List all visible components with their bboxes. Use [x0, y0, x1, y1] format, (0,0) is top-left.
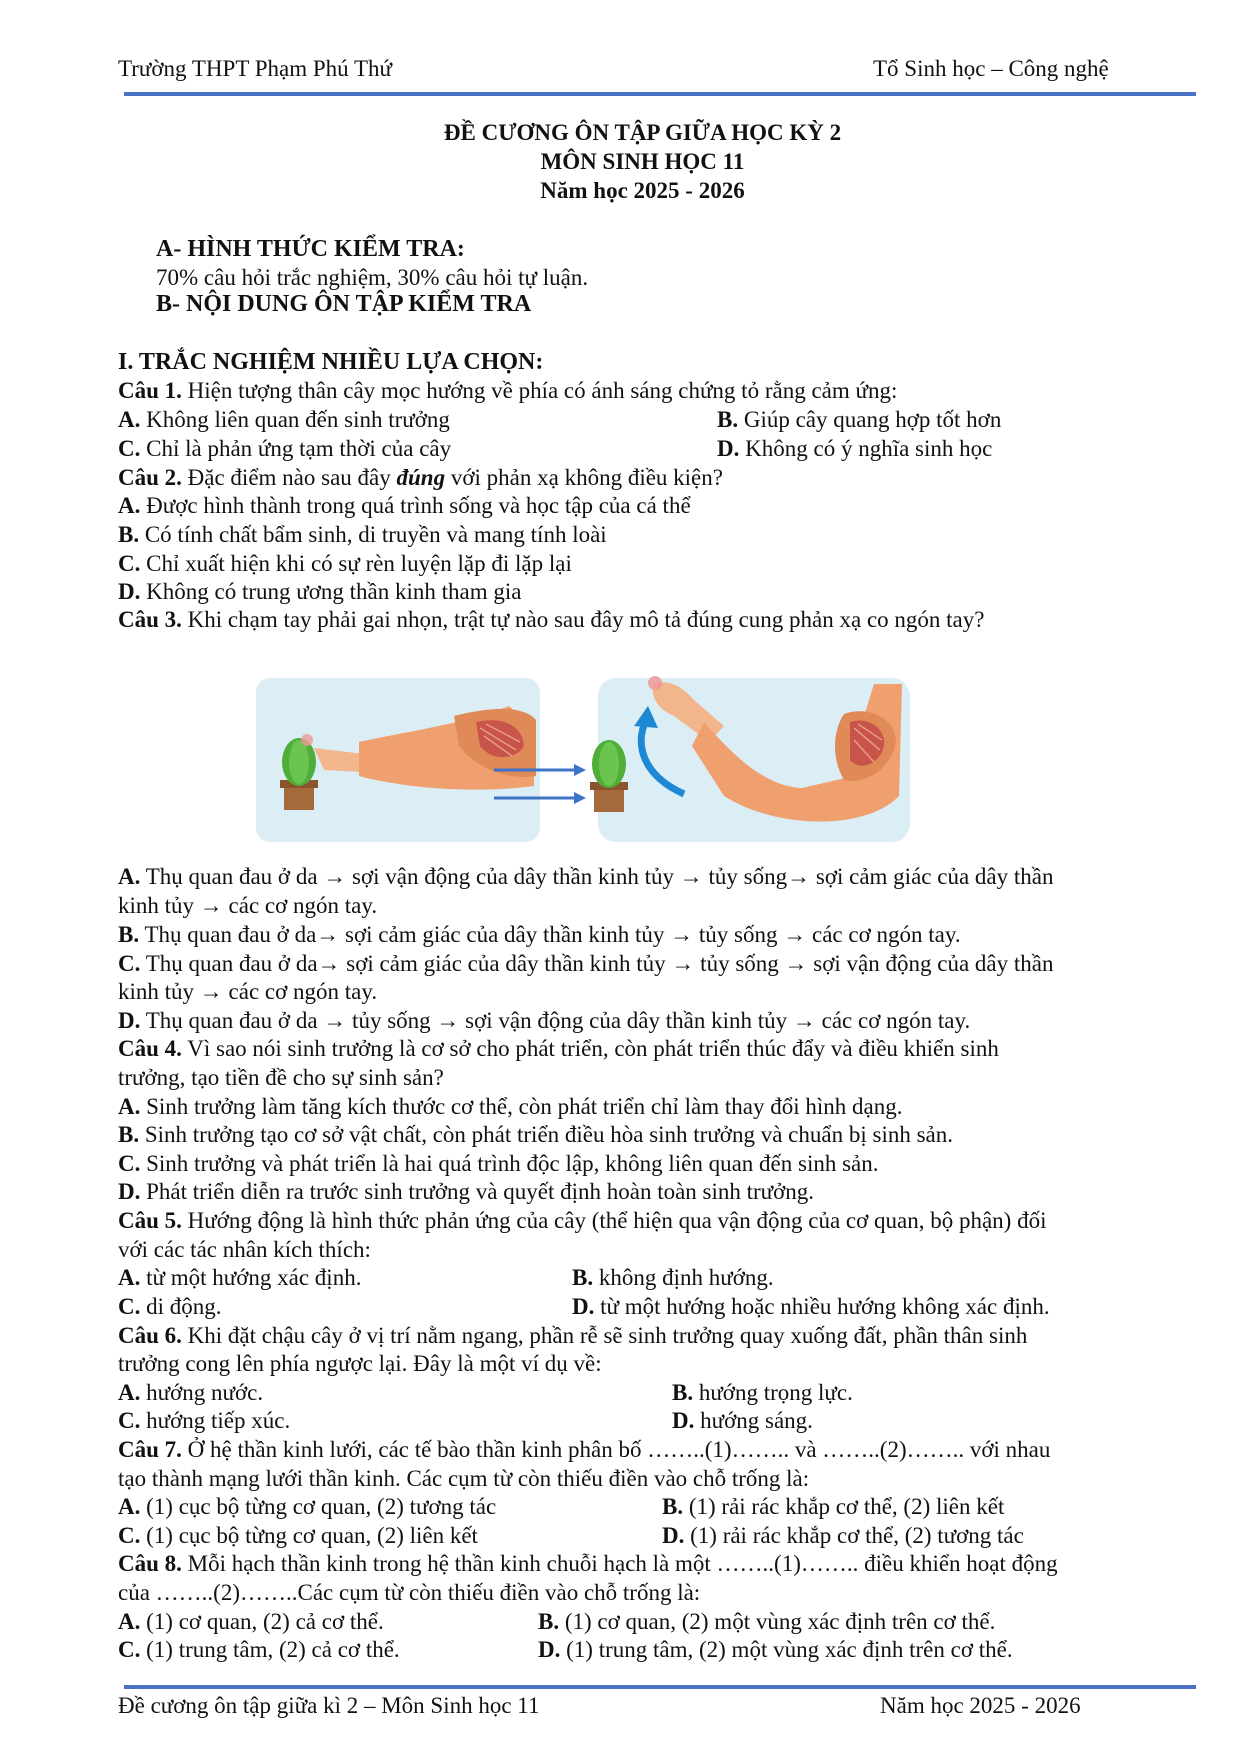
- option-text: Sinh trưởng làm tăng kích thước cơ thể, còn phát triển chỉ làm thay đổi hình dạng.: [146, 1094, 903, 1119]
- option-letter: B.: [538, 1609, 560, 1634]
- question-4: [118, 1035, 999, 1063]
- q5-option-c: [118, 1293, 222, 1321]
- q5-option-d: [572, 1293, 1050, 1321]
- option-letter: D.: [717, 436, 740, 461]
- q1-option-c: [118, 435, 451, 463]
- option-letter: A.: [118, 407, 141, 432]
- option-text: Sinh trưởng tạo cơ sở vật chất, còn phát triển điều hòa sinh trưởng và chuẩn bị sinh sản.: [144, 1122, 953, 1147]
- question-label: Câu 8.: [118, 1551, 182, 1576]
- option-text: Được hình thành trong quá trình sống và học tập của cá thể: [146, 493, 691, 518]
- q1-option-b: [717, 406, 1001, 434]
- q3-option-b: [118, 921, 961, 949]
- option-text: hướng nước.: [146, 1380, 264, 1405]
- header-department: Tổ Sinh học – Công nghệ: [873, 56, 1109, 81]
- option-text: hướng tiếp xúc.: [146, 1408, 291, 1433]
- q3-option-a-cont: kinh tủy → các cơ ngón tay.: [118, 893, 378, 918]
- q8-option-c: [118, 1636, 400, 1664]
- question-7: [118, 1436, 1050, 1464]
- option-letter: A.: [118, 1609, 141, 1634]
- question-2: [118, 464, 723, 492]
- question-text: Mỗi hạch thần kinh trong hệ thần kinh chuỗi hạch là một ……..(1)…….. điều khiển hoạt động: [181, 1551, 1058, 1576]
- option-letter: D.: [672, 1408, 695, 1433]
- option-letter: D.: [118, 1008, 141, 1033]
- q6-option-b: [672, 1379, 853, 1407]
- option-text: Không có ý nghĩa sinh học: [745, 436, 993, 461]
- option-text: hướng trọng lực.: [698, 1380, 853, 1405]
- option-text: Thụ quan đau ở da→ sợi cảm giác của dây thần kinh tủy → tủy sống → các cơ ngón tay.: [144, 922, 961, 947]
- question-label: Câu 5.: [118, 1208, 182, 1233]
- question-5-cont: với các tác nhân kích thích:: [118, 1237, 371, 1262]
- question-8: [118, 1550, 1058, 1578]
- option-text: (1) cơ quan, (2) một vùng xác định trên cơ thể.: [564, 1609, 996, 1634]
- option-text: Thụ quan đau ở da → sợi vận động của dây thần kinh tủy → tủy sống→ sợi cảm giác của dây thần: [145, 864, 1054, 889]
- option-letter: D.: [538, 1637, 561, 1662]
- q2-option-c: [118, 550, 572, 578]
- option-text: Thụ quan đau ở da → tủy sống → sợi vận động của dây thần kinh tủy → các cơ ngón tay.: [145, 1008, 971, 1033]
- option-letter: A.: [118, 1380, 141, 1405]
- q6-option-c: [118, 1407, 290, 1435]
- option-text: Sinh trưởng và phát triển là hai quá trình độc lập, không liên quan đến sinh sản.: [146, 1151, 879, 1176]
- section-a-text: 70% câu hỏi trắc nghiệm, 30% câu hỏi tự luận.: [156, 265, 589, 290]
- option-letter: C.: [118, 951, 141, 976]
- footer-right: Năm học 2025 - 2026: [880, 1693, 1081, 1718]
- q3-option-a: [118, 863, 1053, 891]
- option-text: (1) cục bộ từng cơ quan, (2) liên kết: [146, 1523, 478, 1548]
- option-letter: A.: [118, 1265, 141, 1290]
- q3-option-d: [118, 1007, 970, 1035]
- option-letter: B.: [572, 1265, 594, 1290]
- question-7-cont: tạo thành mạng lưới thần kinh. Các cụm từ còn thiếu điền vào chỗ trống là:: [118, 1466, 810, 1491]
- option-letter: D.: [118, 1179, 141, 1204]
- title-line-1: ĐỀ CƯƠNG ÔN TẬP GIỮA HỌC KỲ 2: [443, 120, 842, 145]
- q4-option-b: [118, 1121, 953, 1149]
- question-8-cont: của ……..(2)……..Các cụm từ còn thiếu điền vào chỗ trống là:: [118, 1580, 701, 1605]
- option-text: Giúp cây quang hợp tốt hơn: [743, 407, 1002, 432]
- option-letter: A.: [118, 493, 141, 518]
- q2-option-a: [118, 492, 691, 520]
- question-6: [118, 1322, 1027, 1350]
- option-letter: C.: [118, 1637, 141, 1662]
- question-text: Đặc điểm nào sau đây: [181, 465, 397, 490]
- question-text: Hướng động là hình thức phản ứng của cây (thể hiện qua vận động của cơ quan, bộ phận) đối: [181, 1208, 1047, 1233]
- footer-left: Đề cương ôn tập giữa kì 2 – Môn Sinh học 11: [118, 1693, 540, 1718]
- option-letter: B.: [118, 1122, 140, 1147]
- option-letter: B.: [118, 522, 140, 547]
- option-text: từ một hướng xác định.: [146, 1265, 362, 1290]
- reflex-illustration: [254, 676, 914, 844]
- q5-option-a: [118, 1264, 361, 1292]
- option-letter: C.: [118, 1408, 141, 1433]
- q7-option-a: [118, 1493, 496, 1521]
- option-letter: B.: [118, 922, 140, 947]
- option-text: Chỉ là phản ứng tạm thời của cây: [146, 436, 452, 461]
- option-text: không định hướng.: [598, 1265, 774, 1290]
- option-letter: A.: [118, 1494, 141, 1519]
- option-text: (1) trung tâm, (2) một vùng xác định trên cơ thể.: [566, 1637, 1013, 1662]
- question-text: Hiện tượng thân cây mọc hướng về phía có ánh sáng chứng tỏ rằng cảm ứng:: [181, 378, 898, 403]
- document-title: [0, 118, 1241, 205]
- question-label: Câu 7.: [118, 1437, 182, 1462]
- question-label: Câu 2.: [118, 465, 182, 490]
- q6-option-d: [672, 1407, 813, 1435]
- question-text: với phản xạ không điều kiện?: [445, 465, 723, 490]
- option-text: (1) trung tâm, (2) cả cơ thể.: [146, 1637, 400, 1662]
- title-line-2: MÔN SINH HỌC 11: [540, 149, 745, 174]
- question-label: Câu 1.: [118, 378, 182, 403]
- reflex-arc-figure: [254, 676, 914, 844]
- option-text: Phát triển diễn ra trước sinh trưởng và quyết định hoàn toàn sinh trưởng.: [146, 1179, 815, 1204]
- option-text: Thụ quan đau ở da→ sợi cảm giác của dây thần kinh tủy → tủy sống → sợi vận động của dây thần: [145, 951, 1054, 976]
- q4-option-a: [118, 1093, 903, 1121]
- q2-option-d: [118, 578, 521, 606]
- question-label: Câu 3.: [118, 607, 182, 632]
- question-5: [118, 1207, 1046, 1235]
- header-rule: [124, 92, 1196, 96]
- question-4-cont: trưởng, tạo tiền đề cho sự sinh sản?: [118, 1065, 444, 1090]
- option-text: (1) cục bộ từng cơ quan, (2) tương tác: [146, 1494, 497, 1519]
- question-text: Vì sao nói sinh trưởng là cơ sở cho phát triển, còn phát triển thúc đẩy và điều khiển sinh: [181, 1036, 999, 1061]
- option-text: (1) rải rác khắp cơ thể, (2) liên kết: [688, 1494, 1005, 1519]
- option-text: (1) cơ quan, (2) cả cơ thể.: [146, 1609, 384, 1634]
- option-text: Không có trung ương thần kinh tham gia: [146, 579, 522, 604]
- option-letter: D.: [572, 1294, 595, 1319]
- q6-option-a: [118, 1379, 263, 1407]
- option-text: từ một hướng hoặc nhiều hướng không xác định.: [600, 1294, 1050, 1319]
- question-text: Khi đặt chậu cây ở vị trí nằm ngang, phần rễ sẽ sinh trưởng quay xuống đất, phần thân sinh: [181, 1323, 1028, 1348]
- option-letter: B.: [662, 1494, 684, 1519]
- footer-rule: [124, 1685, 1196, 1689]
- question-text: Khi chạm tay phải gai nhọn, trật tự nào sau đây mô tả đúng cung phản xạ co ngón tay?: [181, 607, 985, 632]
- question-6-cont: trưởng cong lên phía ngược lại. Đây là một ví dụ về:: [118, 1351, 602, 1376]
- option-letter: A.: [118, 864, 141, 889]
- cactus-right-icon: [590, 740, 628, 812]
- question-label: Câu 4.: [118, 1036, 182, 1061]
- q8-option-b: [538, 1608, 995, 1636]
- option-text: (1) rải rác khắp cơ thể, (2) tương tác: [690, 1523, 1024, 1548]
- q8-option-a: [118, 1608, 384, 1636]
- question-1: [118, 377, 897, 405]
- option-letter: D.: [662, 1523, 685, 1548]
- q1-option-a: [118, 406, 450, 434]
- question-text: Ở hệ thần kinh lưới, các tế bào thần kinh phân bố ……..(1)…….. và ……..(2)…….. với nhau: [181, 1437, 1051, 1462]
- option-letter: C.: [118, 1523, 141, 1548]
- question-label: Câu 6.: [118, 1323, 182, 1348]
- option-letter: B.: [717, 407, 739, 432]
- q4-option-d: [118, 1178, 814, 1206]
- option-letter: C.: [118, 551, 141, 576]
- option-letter: C.: [118, 436, 141, 461]
- header-school: Trường THPT Phạm Phú Thứ: [118, 56, 392, 81]
- q8-option-d: [538, 1636, 1013, 1664]
- q7-option-b: [662, 1493, 1004, 1521]
- section-a-heading: A- HÌNH THỨC KIỂM TRA:: [156, 236, 465, 262]
- option-letter: B.: [672, 1380, 694, 1405]
- part-1-heading: I. TRẮC NGHIỆM NHIỀU LỰA CHỌN:: [118, 349, 544, 375]
- q2-option-b: [118, 521, 607, 549]
- question-emphasis: đúng: [396, 465, 446, 490]
- q7-option-d: [662, 1522, 1024, 1550]
- title-line-3: Năm học 2025 - 2026: [540, 178, 745, 203]
- option-text: Có tính chất bẩm sinh, di truyền và mang tính loài: [144, 522, 607, 547]
- q3-option-c: [118, 950, 1053, 978]
- question-3: [118, 606, 984, 634]
- q1-option-d: [717, 435, 992, 463]
- option-text: hướng sáng.: [700, 1408, 813, 1433]
- option-text: Chỉ xuất hiện khi có sự rèn luyện lặp đi lặp lại: [146, 551, 572, 576]
- section-b-heading: B- NỘI DUNG ÔN TẬP KIỂM TRA: [156, 291, 532, 317]
- q5-option-b: [572, 1264, 774, 1292]
- q7-option-c: [118, 1522, 478, 1550]
- option-letter: A.: [118, 1094, 141, 1119]
- q4-option-c: [118, 1150, 879, 1178]
- q3-option-c-cont: kinh tủy → các cơ ngón tay.: [118, 979, 378, 1004]
- option-text: Không liên quan đến sinh trưởng: [146, 407, 450, 432]
- option-letter: D.: [118, 579, 141, 604]
- option-letter: C.: [118, 1294, 141, 1319]
- option-text: di động.: [146, 1294, 222, 1319]
- option-letter: C.: [118, 1151, 141, 1176]
